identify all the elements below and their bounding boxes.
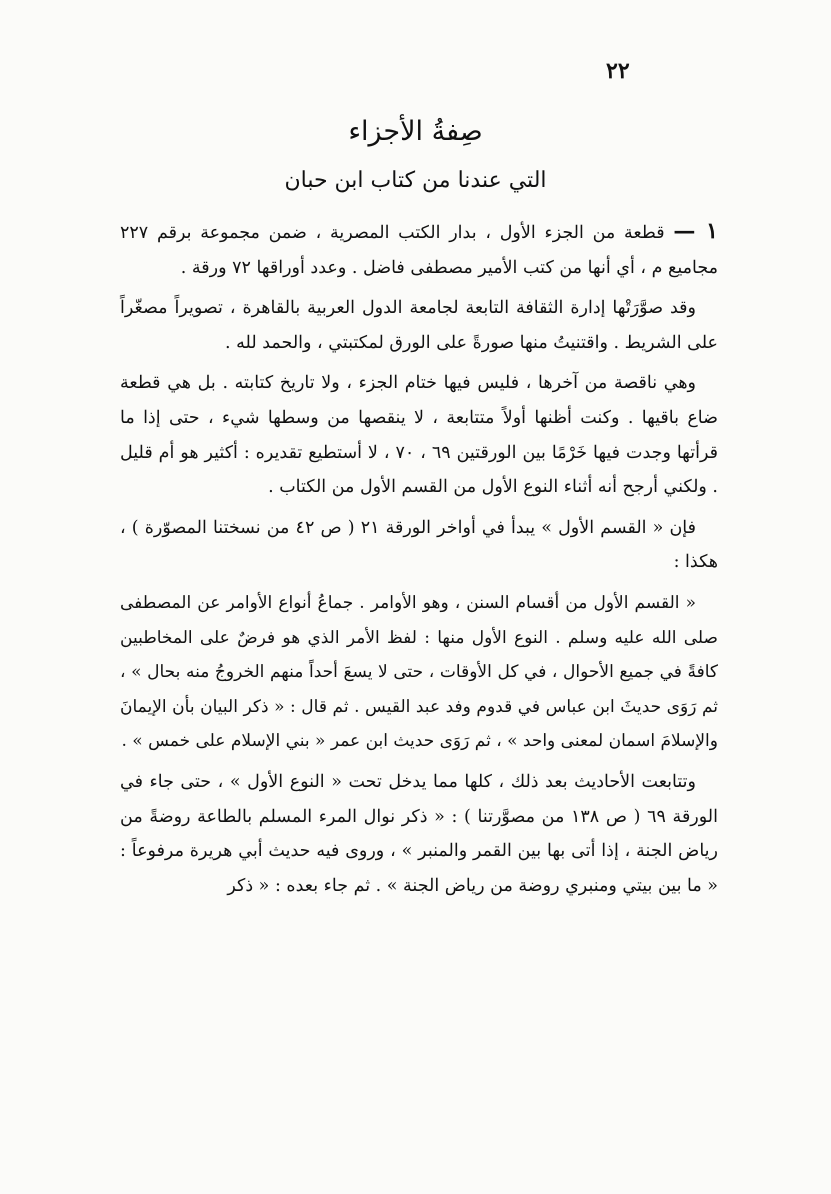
paragraph-2: وقد صوَّرَتْها إدارة الثقافة التابعة لجامعة الدول العربية بالقاهرة ، تصويراً مصغّراً على الشريط . واقتنيتُ منها صورةً على الورق لمكتبتي ، والحمد لله . — [120, 298, 718, 353]
paragraph-1 — [120, 214, 718, 285]
page-number: ٢٢ — [606, 58, 630, 84]
paragraph-3: وهي ناقصة من آخرها ، فليس فيها ختام الجزء ، ولا تاريخ كتابته . بل هي قطعة ضاع باقيها . وكنت أظنها أولاً متتابعة ، لا ينقصها من وسطها شيء ، حتى إذا ما قرأتها وجدت فيها خَرْمًا بين الورقتين ٦٩ ، ٧٠ ، لا أستطيع تقديره : أكثير هو أم قليل . ولكني أرجح أنه أثناء النوع الأول من القسم الأول من الكتاب . — [120, 373, 718, 498]
paragraph-1-text: قطعة من الجزء الأول ، بدار الكتب المصرية ، ضمن مجموعة برقم ٢٢٧ مجاميع م ، أي أنها من كتب الأمير مصطفى فاضل . وعدد أوراقها ٧٢ ورقة . — [120, 223, 718, 278]
body-text — [120, 214, 718, 909]
page-heading: صِفةُ الأجزاء — [348, 116, 483, 147]
item-number: ١ — — [673, 218, 718, 244]
quotation: « القسم الأول من أقسام السنن ، وهو الأوامر . جماعُ أنواع الأوامر عن المصطفى صلى الله عليه وسلم . النوع الأول منها : لفظ الأمر الذي هو فرضٌ على المخاطبين كافةً في جميع الأحوال ، في كل الأوقات ، حتى لا يسعَ أحداً منهم الخروجُ منه بحال » ، ثم رَوَى حديثَ ابن عباس في قدوم وفد عبد القيس . ثم قال : « ذكر البيان بأن الإيمانَ والإسلامَ اسمان لمعنى واحد » ، ثم رَوَى حديث ابن عمر « بني الإسلام على خمس » . — [120, 592, 718, 752]
paragraph-5: وتتابعت الأحاديث بعد ذلك ، كلها مما يدخل تحت « النوع الأول » ، حتى جاء في الورقة ٦٩ ( ص ١٣٨ من مصوَّرتنا ) : « ذكر نوال المرء المسلم بالطاعة روضةً من رياض الجنة ، إذا أتى بها بين القمر والمنبر » ، وروى فيه حديث أبي هريرة مرفوعاً : « ما بين بيتي ومنبري روضة من رياض الجنة » . ثم جاء بعده : « ذكر — [120, 771, 718, 896]
paragraph-4: فإن « القسم الأول » يبدأ في أواخر الورقة ٢١ ( ص ٤٢ من نسختنا المصوّرة ) ، هكذا : — [120, 517, 718, 573]
page-subheading: التي عندنا من كتاب ابن حبان — [284, 168, 547, 193]
